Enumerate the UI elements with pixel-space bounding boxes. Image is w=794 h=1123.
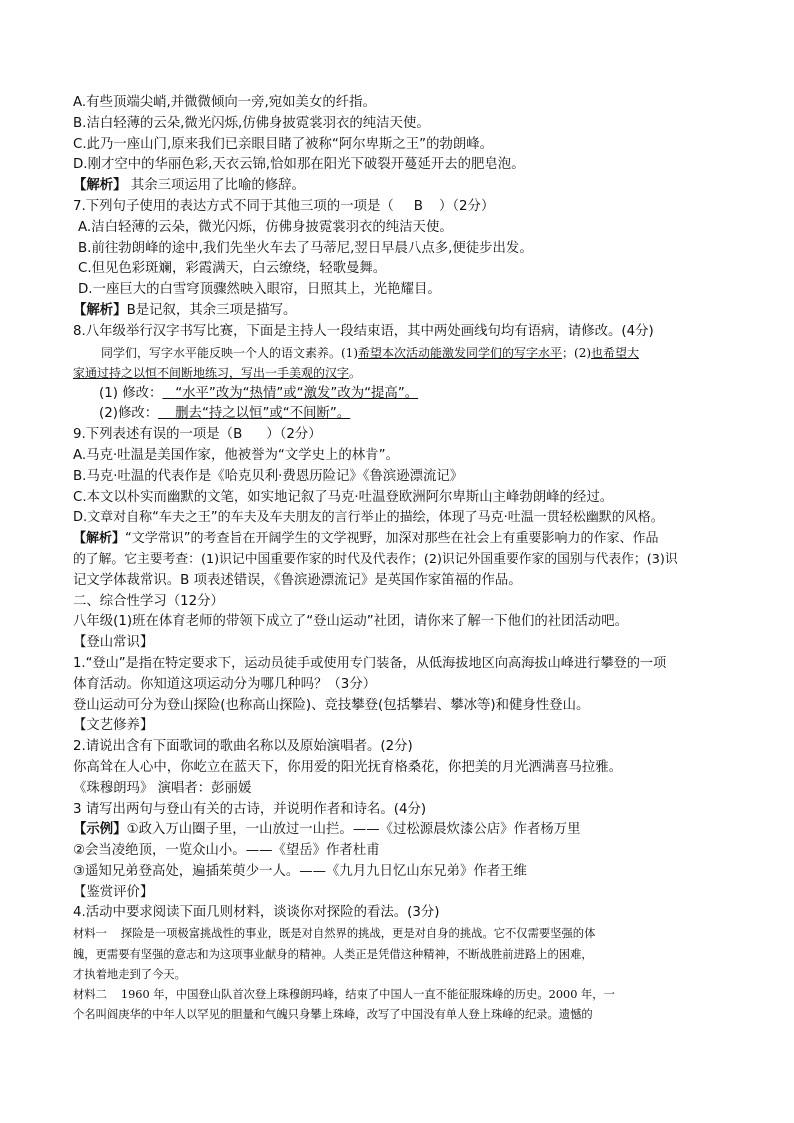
material-1-line-1	[73, 924, 733, 944]
material-2-text: 1960 年，中国登山队首次登上珠穆朗玛峰，结束了中国人一直不能征服珠峰的历史。2000 年，一	[120, 988, 615, 1002]
q8-fix-1-label: (1) 修改：	[99, 385, 163, 401]
q8-fix-1-value: “水平”改为“热情”或“激发”改为“提高”。	[175, 385, 419, 401]
q8-fix-2-label: (2)修改：	[99, 406, 159, 422]
q7-stem	[73, 197, 733, 218]
q8-fix-1-answer	[162, 386, 418, 401]
q7-analysis	[73, 301, 733, 322]
q7-stem-before: 7.下列句子使用的表达方式不同于其他三项的一项是（	[73, 198, 394, 214]
q6-option-d: D.刚才空中的华丽色彩,天衣云锦,恰如那在阳光下破裂开蔓延开去的肥皂泡。	[73, 157, 525, 173]
q9-stem	[73, 425, 733, 446]
q8-fix-2	[73, 404, 733, 425]
q1-line-1: 1.“登山”是指在特定要求下，运动员徒手或使用专门装备，从低海拔地区向高海拔山峰进行攀登的一项	[73, 655, 667, 671]
analysis-text: “文学常识”的考查旨在开阔学生的文学视野，加深对那些在社会上有重要影响力的作家、作品	[125, 531, 659, 547]
analysis-text: B是记叙，其余三项是描写。	[126, 302, 297, 318]
heading-arts: 【文艺修养】	[73, 718, 154, 734]
example-tag: 【示例】	[73, 822, 127, 838]
q1-answer: 登山运动可分为登山探险(也称高山探险)、竞技攀登(包括攀岩、攀冰等)和健身性登山。	[73, 697, 590, 713]
q9-option-d: D.文章对自称“车夫之王”的车夫及车夫朋友的言行举止的描绘，体现了马克·吐温一贯轻松幽默的风格。	[73, 510, 664, 526]
heading-climbing-knowledge: 【登山常识】	[73, 635, 154, 651]
q8-passage-text: 同学们，写字水平能反映一个人的语文素养。(1)	[101, 345, 358, 360]
exam-page	[73, 93, 733, 1026]
analysis-tag: 【解析】	[73, 178, 127, 194]
q8-passage-end: 。	[349, 366, 362, 381]
example-text: ①政入万山圈子里，一山放过一山拦。——《过松源晨炊漆公店》作者杨万里	[126, 822, 581, 838]
q7-stem-after: ）（2分）	[438, 198, 495, 214]
q8-passage-line-2	[73, 363, 733, 384]
q2-stem: 2.请说出含有下面歌词的歌曲名称以及原始演唱者。(2分)	[73, 739, 413, 755]
q6-analysis	[73, 176, 733, 197]
q8-underlined-sentence-2a: 也希望大	[591, 345, 640, 360]
q9-option-b: B.马克·吐温的代表作是《哈克贝利·费恩历险记》《鲁滨逊漂流记》	[73, 468, 464, 484]
analysis-tag: 【解析】	[73, 531, 126, 547]
q6-option-c: C.此乃一座山门,原来我们已亲眼目睹了被称“阿尔卑斯之王”的勃朗峰。	[73, 136, 494, 152]
q2-lyric: 你高耸在人心中，你屹立在蓝天下，你用爱的阳光抚育格桑花，你把美的月光洒满喜马拉雅。	[73, 759, 623, 775]
q9-analysis-line-3: 记文学体裁常识。B 项表述错误，《鲁滨逊漂流记》是英国作家笛福的作品。	[73, 572, 522, 588]
material-1-text: 探险是一项极富挑战性的事业，既是对自然界的挑战，更是对自身的挑战。它不仅需要坚强的体	[120, 927, 596, 941]
q9-stem-after: ）（2分）	[266, 427, 322, 443]
material-1-line-2: 魄，更需要有坚强的意志和为这项事业献身的精神。人类正是凭借这种精神，不断战胜前进路上的困难，	[73, 947, 593, 961]
q6-option-b: B.洁白轻薄的云朵,微光闪烁,仿佛身披霓裳羽衣的纯洁天使。	[73, 115, 430, 131]
section-title: 二、综合性学习（12分）	[73, 593, 224, 609]
q3-answer-1: ②会当凌绝顶，一览众山小。——《望岳》作者杜甫	[73, 843, 380, 859]
q8-fix-2-answer	[158, 406, 350, 421]
q8-passage-sep: ；(2)	[562, 345, 592, 360]
q7-option-d: D.一座巨大的白雪穹顶骤然映入眼帘，日照其上，光艳耀目。	[78, 282, 441, 298]
q8-passage-line-1	[73, 343, 733, 364]
q7-option-a: A.洁白轻薄的云朵，微光闪烁，仿佛身披霓裳羽衣的纯洁天使。	[78, 219, 453, 235]
q8-stem: 8.八年级举行汉字书写比赛，下面是主持人一段结束语，其中两处画线句均有语病，请修改。(4分)	[73, 323, 654, 339]
q8-fix-2-value: 删去“持之以恒”或“不间断”。	[175, 406, 351, 422]
section-intro: 八年级(1)班在体育老师的带领下成立了“登山运动”社团，请你来了解一下他们的社团活动吧。	[73, 614, 629, 630]
q7-answer: B	[413, 198, 423, 214]
analysis-tag: 【解析】	[73, 302, 127, 318]
q2-answer: 《珠穆朗玛》 演唱者：彭丽媛	[73, 780, 252, 796]
q8-fix-1	[73, 384, 733, 405]
q4-stem: 4.活动中要求阅读下面几则材料，谈谈你对探险的看法。(3分)	[73, 905, 440, 921]
material-2-line-1	[73, 985, 733, 1005]
q8-underlined-sentence-1: 希望本次活动能激发同学们的写字水平	[358, 345, 563, 360]
q3-answer-2: ③遥知兄弟登高处，遍插茱萸少一人。——《九月九日忆山东兄弟》作者王维	[73, 863, 527, 879]
q1-line-2: 体育活动。你知道这项运动分为哪几种吗？（3分）	[73, 676, 377, 692]
material-1-label: 材料一	[73, 927, 107, 941]
analysis-text: 其余三项运用了比喻的修辞。	[130, 178, 305, 194]
q9-option-a: A.马克·吐温是美国作家，他被誉为“文学史上的林肯”。	[73, 447, 399, 463]
q3-example	[73, 820, 733, 841]
q3-stem: 3 请写出两句与登山有关的古诗，并说明作者和诗名。(4分)	[73, 801, 427, 817]
q9-option-c: C.本文以朴实而幽默的文笔，如实地记叙了马克·吐温登欧洲阿尔卑斯山主峰勃朗峰的经过。	[73, 489, 614, 505]
q7-option-c: C.但见色彩斑斓，彩霞满天，白云缭绕，轻歌曼舞。	[78, 261, 387, 277]
material-2-line-2: 个名叫阎庚华的中年人以罕见的胆量和气魄只身攀上珠峰，改写了中国没有单人登上珠峰的纪录。遗憾的	[73, 1008, 593, 1022]
material-1-line-3: 才执着地走到了今天。	[73, 967, 186, 981]
q9-analysis-line-2: 的了解。它主要考查：(1)识记中国重要作家的时代及代表作；(2)识记外国重要作家的国别与代表作；(3)识	[73, 551, 678, 567]
q7-option-b: B.前往勃朗峰的途中,我们先坐火车去了马蒂尼,翌日早晨八点多,便徒步出发。	[78, 240, 533, 256]
q6-option-a: A.有些顶端尖峭,并微微倾向一旁,宛如美女的纤指。	[73, 95, 376, 110]
q9-analysis-line-1	[73, 529, 733, 550]
q9-stem-before: 9.下列表述有误的一项是（B	[73, 427, 243, 443]
q8-underlined-sentence-2b: 家通过持之以恒不间断地练习，写出一手美观的汉字	[73, 366, 350, 381]
material-2-label: 材料二	[73, 988, 107, 1002]
heading-appreciation: 【鉴赏评价】	[73, 884, 154, 900]
